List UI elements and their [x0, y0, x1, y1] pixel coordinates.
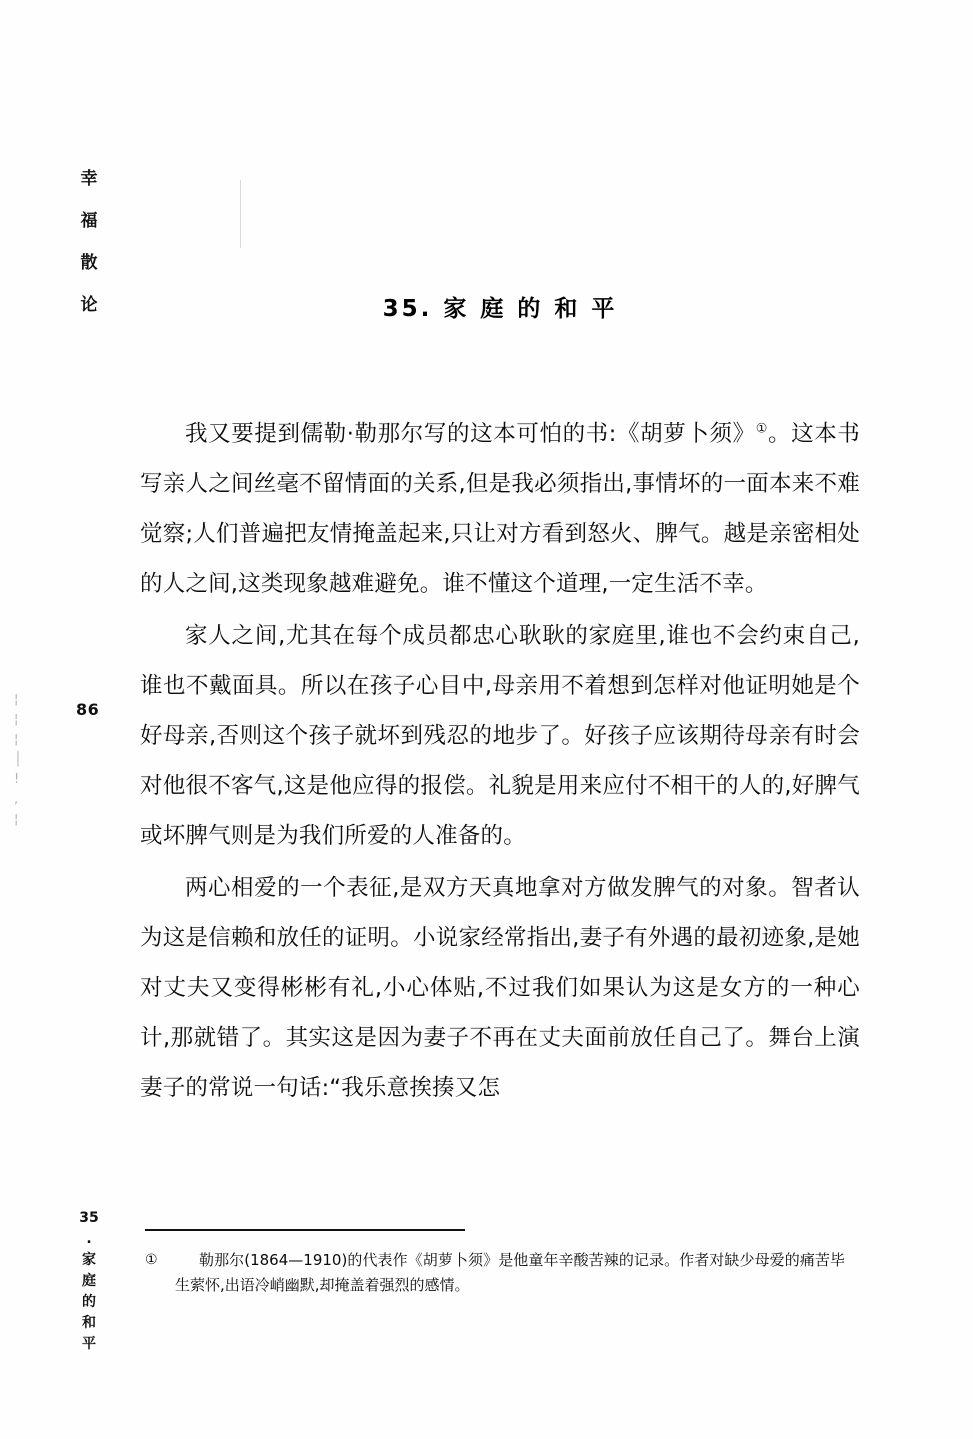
footnote [145, 1248, 845, 1298]
vertical-footer [76, 1208, 102, 1355]
scan-mark: ¦ [14, 812, 19, 827]
scan-mark: ¦ [14, 692, 19, 707]
vertical-footer-char: . [86, 1231, 92, 1247]
running-head-char: 福 [80, 211, 98, 231]
paragraph-text: 我又要提到儒勒·勒那尔写的这本可怕的书:《胡萝卜须》 [185, 421, 756, 447]
scan-mark: ! [14, 772, 20, 787]
body-paragraph: 家人之间,尤其在每个成员都忠心耿耿的家庭里,谁也不会约束自己,谁也不戴面具。所以在孩子心目中,母亲用不着想到怎样对他证明她是个好母亲,否则这个孩子就坏到残忍的地步了。好孩子应该期待母亲有时会对他很不客气,这是他应得的报偿。礼貌是用来应付不相干的人的,好脾气或坏脾气则是为我们所爱的人准备的。 [140, 623, 860, 849]
paragraph-text-continued: 。这本书写亲人之间丝毫不留情面的关系,但是我必须指出,事情坏的一面本来不难觉察;人们普遍把友情掩盖起来,只让对方看到怒火、脾气。越是亲密相处的人之间,这类现象越难避免。谁不懂这个道理,一定生活不幸。 [140, 421, 861, 597]
chapter-title: 35. 家 庭 的 和 平 [382, 296, 618, 322]
footnote-separator [145, 1229, 465, 1231]
footnote-marker: ① [145, 1252, 158, 1268]
running-head-char: 散 [80, 253, 98, 273]
vertical-footer-char: 家 [82, 1252, 96, 1268]
vertical-footer-char: 庭 [82, 1273, 96, 1289]
running-head-char: 论 [80, 295, 98, 315]
vertical-footer-char: 35 [79, 1210, 99, 1226]
scan-artifacts [14, 690, 44, 910]
scan-mark: ¦ [14, 732, 19, 747]
scan-artifact-rule [240, 180, 241, 248]
scan-mark: , [14, 792, 19, 807]
running-head-char: 幸 [80, 169, 98, 189]
body-paragraph: 两心相爱的一个表征,是双方天真地拿对方做发脾气的对象。智者认为这是信赖和放任的证明。小说家经常指出,妻子有外遇的最初迹象,是她对丈夫又变得彬彬有礼,小心体贴,不过我们如果认为这是女方的一种心计,那就错了。其实这是因为妻子不再在丈夫面前放任自己了。舞台上演妻子的常说一句话:“我乐意挨揍又怎 [140, 875, 860, 1101]
footnote-reference: ① [755, 421, 768, 437]
scan-mark: ¦ [14, 712, 19, 727]
page-number: 86 [76, 700, 100, 719]
vertical-footer-char: 平 [82, 1336, 96, 1352]
vertical-footer-char: 和 [82, 1315, 96, 1331]
scan-mark: │ [14, 752, 22, 767]
main-text-column [140, 290, 860, 1115]
footnote-text: 勒那尔(1864—1910)的代表作《胡萝卜须》是他童年辛酸苦辣的记录。作者对缺少母爱的痛苦毕生萦怀,出语冷峭幽默,却掩盖着强烈的感情。 [175, 1251, 845, 1294]
running-head [72, 158, 106, 326]
body-paragraph [140, 409, 860, 609]
vertical-footer-char: 的 [82, 1294, 96, 1310]
